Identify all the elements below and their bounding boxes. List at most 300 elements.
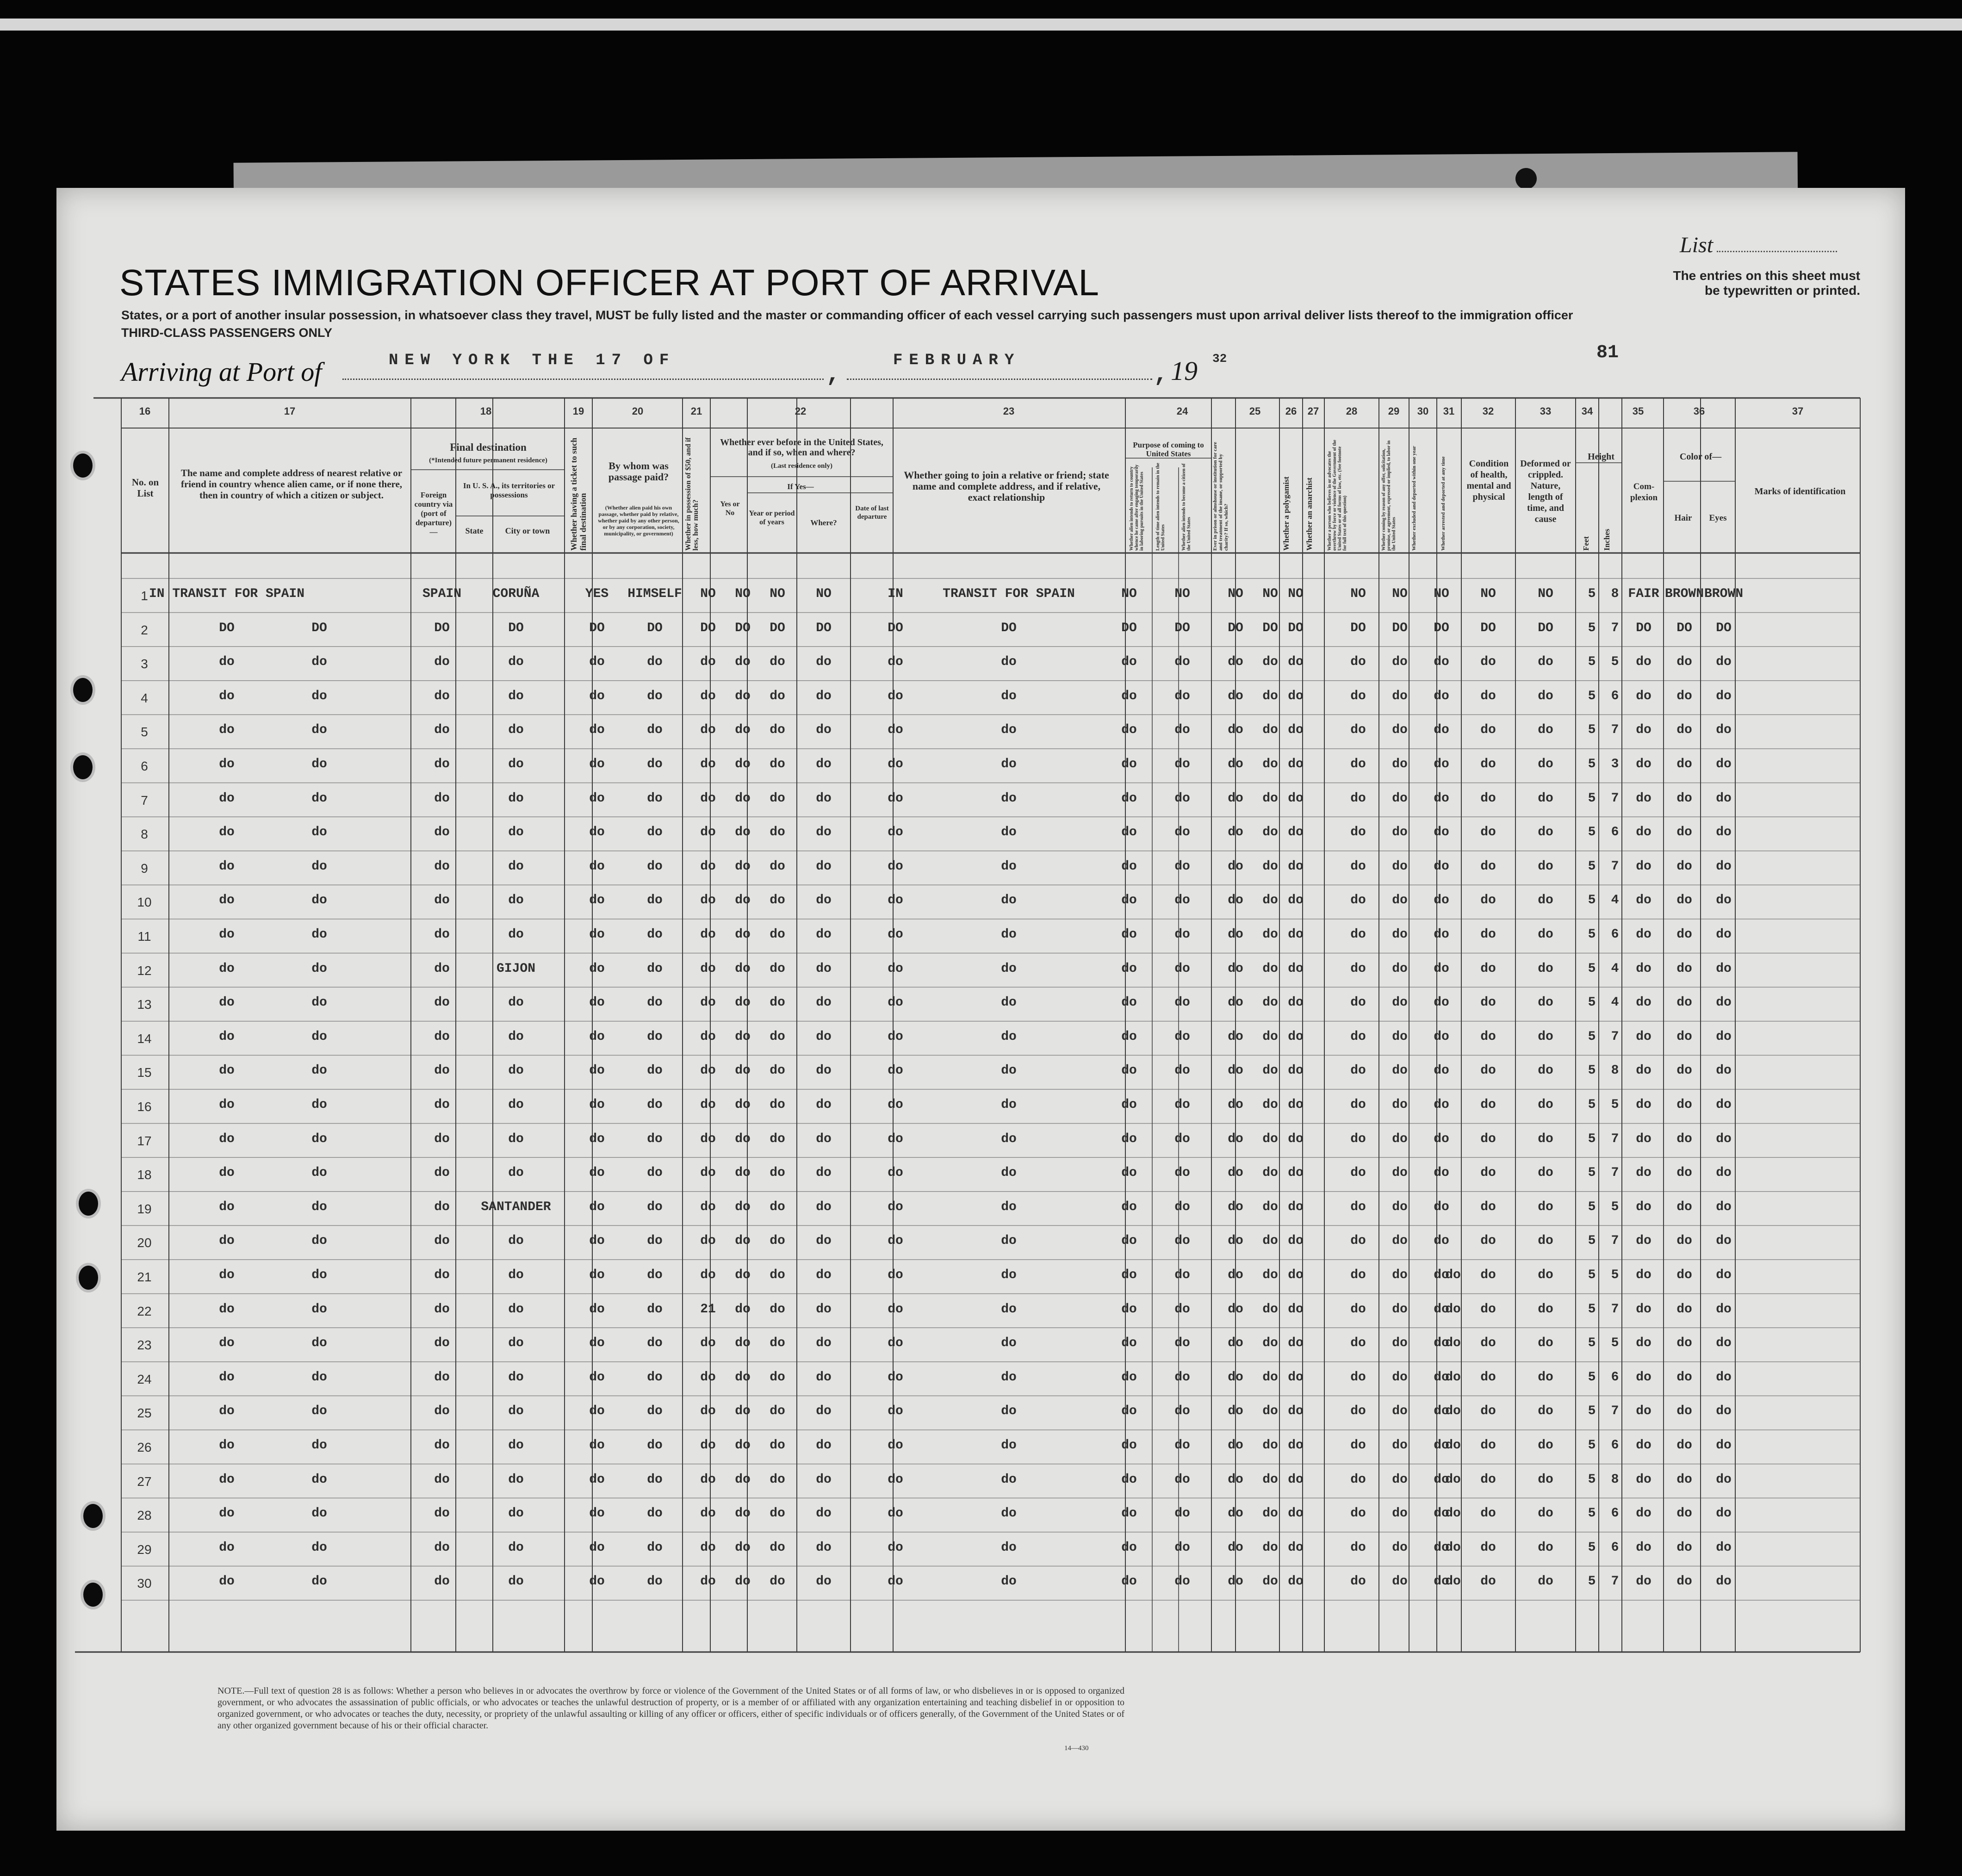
cell-deformed: do [1538, 1268, 1553, 1282]
column-number: 16 [139, 405, 151, 417]
cell-inches: 6 [1611, 689, 1619, 703]
cell-p2: do [1174, 1506, 1190, 1521]
cell-c27: do [1288, 1438, 1304, 1453]
cell-feet: 5 [1588, 1234, 1596, 1249]
cell-c29: do [1392, 961, 1408, 976]
cell-rel-b: do [311, 1438, 327, 1453]
cell-hair: do [1676, 825, 1692, 840]
cell-country: do [434, 1166, 450, 1180]
cell-rel-a: do [219, 1404, 235, 1419]
cell-p2: do [1174, 1336, 1190, 1351]
cell-c26: do [1262, 1302, 1278, 1317]
cell-city: CORUÑA [492, 587, 540, 601]
cell-country: do [434, 927, 450, 942]
cell-city: do [508, 1234, 524, 1249]
cell-yes-no: do [735, 689, 751, 703]
entries-note [1629, 268, 1860, 298]
cell-by-whom: do [647, 859, 663, 874]
cell-city: do [508, 1336, 524, 1351]
cell-ticket: do [589, 927, 605, 942]
cell-city: do [508, 1438, 524, 1453]
cell-deformed: do [1538, 1506, 1553, 1521]
cell-date: IN [888, 587, 903, 601]
cell-date: do [888, 1370, 903, 1385]
cell-where: do [816, 791, 832, 806]
cell-c30: do [1434, 1063, 1449, 1078]
cell-city: do [508, 689, 524, 703]
cell-c30: do [1434, 1098, 1449, 1112]
cell-eyes: BROWN [1704, 587, 1744, 601]
cell-cond: do [1480, 859, 1496, 874]
cell-by-whom: do [647, 1098, 663, 1112]
cell-money: do [700, 927, 716, 942]
cell-years: do [770, 1472, 785, 1487]
cell-where: do [816, 1098, 832, 1112]
cell-by-whom: do [647, 1302, 663, 1317]
cell-feet: 5 [1588, 825, 1596, 840]
entries-note-line: The entries on this sheet must [1673, 268, 1860, 283]
cell-years: do [770, 1268, 785, 1282]
cell-c25: do [1228, 1234, 1243, 1249]
separator: , [1154, 361, 1168, 388]
cell-complexion: DO [1636, 621, 1652, 635]
cell-p1: do [1121, 1302, 1137, 1317]
header-condition: Condition of health, mental and physical [1466, 459, 1511, 502]
cell-feet: 5 [1588, 1370, 1596, 1385]
header-purpose-length: Length of time alien intends to remain in the United States [1155, 463, 1166, 551]
cell-c27: do [1288, 791, 1304, 806]
column-number: 37 [1792, 405, 1804, 417]
cell-date: do [888, 1131, 903, 1146]
cell-money: NO [700, 587, 716, 601]
cell-c29: do [1392, 893, 1408, 908]
cell-join: do [1001, 723, 1017, 738]
cell-feet: 5 [1588, 1131, 1596, 1146]
cell-hair: do [1676, 1540, 1692, 1555]
cell-where: do [816, 1063, 832, 1078]
cell-c30: do [1434, 995, 1449, 1010]
cell-ticket: do [589, 1336, 605, 1351]
cell-ticket: do [589, 1166, 605, 1180]
cell-rel-b: do [311, 723, 327, 738]
cell-date: do [888, 1336, 903, 1351]
cell-cond: do [1480, 1302, 1496, 1317]
cell-rel-a: do [219, 1098, 235, 1112]
cell-join: do [1001, 995, 1017, 1010]
cell-c31: do [1445, 1472, 1461, 1487]
cell-yes-no: do [735, 1166, 751, 1180]
cell-eyes: do [1716, 1199, 1732, 1214]
row-number: 25 [137, 1406, 152, 1421]
cell-c26: do [1262, 1438, 1278, 1453]
cell-complexion: do [1636, 1472, 1652, 1487]
cell-yes-no: do [735, 1540, 751, 1555]
cell-yes-no: do [735, 1199, 751, 1214]
cell-complexion: do [1636, 995, 1652, 1010]
cell-money: do [700, 723, 716, 738]
cell-rel-a: do [219, 1302, 235, 1317]
cell-join: do [1001, 757, 1017, 771]
cell-inches: 7 [1611, 723, 1619, 738]
cell-c27: do [1288, 1370, 1304, 1385]
cell-money: do [700, 757, 716, 771]
cell-country: do [434, 1268, 450, 1282]
cell-rel-a: IN TRANSIT FOR SPAIN [149, 587, 305, 601]
cell-complexion: FAIR [1628, 587, 1659, 601]
cell-p2: do [1174, 1063, 1190, 1078]
cell-c26: do [1262, 1098, 1278, 1112]
column-number: 21 [690, 405, 702, 417]
cell-p2: do [1174, 1540, 1190, 1555]
row-number: 22 [137, 1304, 152, 1318]
cell-years: do [770, 927, 785, 942]
cell-complexion: do [1636, 1370, 1652, 1385]
cell-cond: do [1480, 1098, 1496, 1112]
cell-c30: do [1434, 1029, 1449, 1044]
cell-country: do [434, 1540, 450, 1555]
cell-c28: do [1350, 927, 1366, 942]
cell-city: do [508, 723, 524, 738]
cell-years: do [770, 825, 785, 840]
cell-eyes: do [1716, 961, 1732, 976]
cell-p1: do [1121, 1370, 1137, 1385]
cell-inches: 6 [1611, 1540, 1619, 1555]
cell-cond: do [1480, 1063, 1496, 1078]
cell-c30: do [1434, 1336, 1449, 1351]
cell-eyes: do [1716, 1506, 1732, 1521]
cell-rel-b: do [311, 1063, 327, 1078]
cell-p2: do [1174, 1472, 1190, 1487]
cell-rel-a: do [219, 927, 235, 942]
cell-yes-no: do [735, 791, 751, 806]
cell-join: do [1001, 1098, 1017, 1112]
cell-complexion: do [1636, 1574, 1652, 1589]
cell-feet: 5 [1588, 1574, 1596, 1589]
header-ever-before-note: (Last residence only) [770, 462, 833, 470]
cell-city: do [508, 825, 524, 840]
cell-complexion: do [1636, 1166, 1652, 1180]
cell-c29: do [1392, 1404, 1408, 1419]
cell-country: do [434, 1506, 450, 1521]
cell-c29: do [1392, 1098, 1408, 1112]
cell-date: do [888, 825, 903, 840]
cell-p1: do [1121, 757, 1137, 771]
cell-ticket: do [589, 655, 605, 670]
cell-c25: do [1228, 1029, 1243, 1044]
cell-rel-a: do [219, 1574, 235, 1589]
column-number: 24 [1176, 405, 1188, 417]
row-number: 26 [137, 1440, 152, 1454]
cell-p2: do [1174, 893, 1190, 908]
cell-c30: do [1434, 1506, 1449, 1521]
cell-by-whom: do [647, 757, 663, 771]
cell-join: do [1001, 1336, 1017, 1351]
cell-inches: 6 [1611, 1506, 1619, 1521]
cell-date: do [888, 1098, 903, 1112]
cell-p1: do [1121, 995, 1137, 1010]
header-foreign-country: Foreign country via (port of departure)— [414, 491, 453, 536]
cell-c26: do [1262, 927, 1278, 942]
cell-hair: do [1676, 927, 1692, 942]
cell-c29: do [1392, 689, 1408, 703]
cell-complexion: do [1636, 1506, 1652, 1521]
cell-c26: do [1262, 1574, 1278, 1589]
cell-rel-a: do [219, 1199, 235, 1214]
cell-cond: do [1480, 1404, 1496, 1419]
cell-c28: do [1350, 859, 1366, 874]
cell-ticket: do [589, 859, 605, 874]
cell-feet: 5 [1588, 893, 1596, 908]
header-feet: Feet [1582, 536, 1590, 551]
row-number: 12 [137, 963, 152, 978]
cell-c29: do [1392, 1234, 1408, 1249]
cell-c27: DO [1288, 621, 1304, 635]
cell-hair: do [1676, 1574, 1692, 1589]
year-prefix: 19 [1171, 356, 1198, 386]
cell-c29: do [1392, 1540, 1408, 1555]
cell-deformed: do [1538, 655, 1553, 670]
port-rule [342, 379, 824, 380]
cell-city: do [508, 1404, 524, 1419]
cell-p1: do [1121, 791, 1137, 806]
cell-date: do [888, 1540, 903, 1555]
column-number: 30 [1417, 405, 1429, 417]
cell-c27: NO [1288, 587, 1304, 601]
header-if-yes: If Yes— [787, 482, 814, 491]
cell-c27: do [1288, 1472, 1304, 1487]
cell-years: do [770, 1302, 785, 1317]
cell-c30: do [1434, 1438, 1449, 1453]
cell-eyes: do [1716, 1166, 1732, 1180]
row-number: 9 [141, 861, 148, 876]
cell-country: do [434, 1574, 450, 1589]
cell-country: do [434, 723, 450, 738]
cell-c29: do [1392, 1063, 1408, 1078]
cell-inches: 8 [1611, 1063, 1619, 1078]
cell-yes-no: do [735, 1370, 751, 1385]
cell-by-whom: do [647, 1336, 663, 1351]
cell-cond: do [1480, 1540, 1496, 1555]
column-number: 27 [1307, 405, 1319, 417]
cell-complexion: do [1636, 757, 1652, 771]
cell-c26: do [1262, 1131, 1278, 1146]
cell-c30: do [1434, 1199, 1449, 1214]
cell-p2: do [1174, 757, 1190, 771]
cell-c26: do [1262, 791, 1278, 806]
cell-ticket: do [589, 825, 605, 840]
cell-country: do [434, 757, 450, 771]
port-value: NEW YORK THE 17 OF [389, 352, 676, 369]
cell-inches: 4 [1611, 961, 1619, 976]
cell-hair: do [1676, 1438, 1692, 1453]
cell-where: do [816, 1131, 832, 1146]
cell-cond: do [1480, 1574, 1496, 1589]
punch-hole [1515, 168, 1537, 189]
cell-complexion: do [1636, 1268, 1652, 1282]
cell-deformed: do [1538, 1370, 1553, 1385]
cell-c25: do [1228, 1540, 1243, 1555]
cell-deformed: do [1538, 689, 1553, 703]
list-number: 81 [1596, 342, 1619, 363]
cell-deformed: do [1538, 1540, 1553, 1555]
cell-country: do [434, 1029, 450, 1044]
cell-eyes: do [1716, 1472, 1732, 1487]
cell-where: do [816, 723, 832, 738]
cell-years: do [770, 1404, 785, 1419]
cell-c27: do [1288, 757, 1304, 771]
cell-hair: do [1676, 1472, 1692, 1487]
cell-rel-b: do [311, 927, 327, 942]
cell-c25: do [1228, 1131, 1243, 1146]
cell-yes-no: do [735, 1131, 751, 1146]
cell-feet: 5 [1588, 723, 1596, 738]
cell-yes-no: NO [735, 587, 751, 601]
cell-p2: do [1174, 1574, 1190, 1589]
cell-c26: NO [1262, 587, 1278, 601]
cell-c31: do [1445, 1574, 1461, 1589]
cell-ticket: do [589, 1574, 605, 1589]
cell-p1: do [1121, 1063, 1137, 1078]
cell-city: do [508, 927, 524, 942]
cell-deformed: do [1538, 1574, 1553, 1589]
cell-c28: do [1350, 1098, 1366, 1112]
cell-c25: do [1228, 927, 1243, 942]
cell-yes-no: do [735, 859, 751, 874]
cell-where: do [816, 961, 832, 976]
punch-hole [79, 1192, 98, 1216]
cell-c31: do [1445, 1268, 1461, 1282]
cell-city: do [508, 1574, 524, 1589]
cell-c27: do [1288, 893, 1304, 908]
cell-city: do [508, 893, 524, 908]
cell-date: do [888, 1234, 903, 1249]
cell-p1: do [1121, 1336, 1137, 1351]
cell-join: DO [1001, 621, 1017, 635]
cell-c25: do [1228, 1268, 1243, 1282]
cell-hair: do [1676, 1131, 1692, 1146]
cell-c25: do [1228, 1574, 1243, 1589]
cell-where: do [816, 757, 832, 771]
column-number: 32 [1482, 405, 1494, 417]
cell-rel-b: do [311, 1540, 327, 1555]
cell-c26: do [1262, 1234, 1278, 1249]
cell-rel-a: DO [219, 621, 235, 635]
cell-rel-a: do [219, 723, 235, 738]
cell-c25: do [1228, 1336, 1243, 1351]
cell-eyes: do [1716, 1336, 1732, 1351]
cell-yes-no: do [735, 1404, 751, 1419]
cell-country: do [434, 655, 450, 670]
cell-join: do [1001, 1166, 1017, 1180]
cell-city: do [508, 655, 524, 670]
cell-where: do [816, 655, 832, 670]
cell-c27: do [1288, 859, 1304, 874]
cell-years: do [770, 791, 785, 806]
column-number: 19 [572, 405, 584, 417]
cell-eyes: do [1716, 655, 1732, 670]
row-number: 19 [137, 1201, 152, 1216]
cell-c29: do [1392, 1166, 1408, 1180]
row-number: 17 [137, 1133, 152, 1148]
cell-c25: do [1228, 1506, 1243, 1521]
cell-ticket: do [589, 995, 605, 1010]
cell-yes-no: do [735, 961, 751, 976]
cell-c27: do [1288, 961, 1304, 976]
header-ticket: Whether having a ticket to such final destination [569, 437, 588, 551]
cell-cond: do [1480, 1234, 1496, 1249]
cell-by-whom: DO [647, 621, 663, 635]
cell-c25: do [1228, 791, 1243, 806]
cell-years: do [770, 1199, 785, 1214]
header-by-whom: By whom was passage paid? [608, 460, 669, 483]
cell-date: do [888, 995, 903, 1010]
cell-p1: DO [1121, 621, 1137, 635]
cell-c29: do [1392, 655, 1408, 670]
cell-deformed: do [1538, 825, 1553, 840]
cell-yes-no: do [735, 723, 751, 738]
cell-c27: do [1288, 1506, 1304, 1521]
cell-cond: do [1480, 1506, 1496, 1521]
cell-c27: do [1288, 1199, 1304, 1214]
cell-cond: do [1480, 723, 1496, 738]
cell-rel-b: do [311, 1506, 327, 1521]
header-purpose: Purpose of coming to United States [1133, 441, 1204, 458]
cell-money: do [700, 1574, 716, 1589]
cell-cond: do [1480, 655, 1496, 670]
cell-p2: do [1174, 927, 1190, 942]
cell-years: do [770, 1506, 785, 1521]
cell-complexion: do [1636, 825, 1652, 840]
cell-country: do [434, 1234, 450, 1249]
cell-money: do [700, 1199, 716, 1214]
row-number: 16 [137, 1100, 152, 1114]
cell-c28: do [1350, 1199, 1366, 1214]
cell-hair: do [1676, 1506, 1692, 1521]
column-number: 23 [1003, 405, 1015, 417]
cell-deformed: do [1538, 1166, 1553, 1180]
cell-by-whom: do [647, 893, 663, 908]
header-ever-before: Whether ever before in the United States, and if so, when and where? [720, 437, 883, 458]
cell-c27: do [1288, 1302, 1304, 1317]
cell-p2: do [1174, 689, 1190, 703]
cell-ticket: do [589, 1098, 605, 1112]
cell-complexion: do [1636, 1098, 1652, 1112]
punch-hole [83, 1583, 103, 1607]
cell-c31: do [1445, 1404, 1461, 1419]
cell-rel-b: do [311, 1199, 327, 1214]
cell-c27: do [1288, 1063, 1304, 1078]
cell-c29: do [1392, 1131, 1408, 1146]
cell-money: DO [700, 621, 716, 635]
cell-deformed: do [1538, 1063, 1553, 1078]
cell-years: do [770, 859, 785, 874]
cell-date: DO [888, 621, 903, 635]
cell-hair: do [1676, 1199, 1692, 1214]
cell-by-whom: do [647, 689, 663, 703]
cell-c27: do [1288, 1166, 1304, 1180]
cell-feet: 5 [1588, 1063, 1596, 1078]
cell-c26: do [1262, 961, 1278, 976]
header-height: Height [1588, 452, 1614, 462]
cell-p1: do [1121, 1404, 1137, 1419]
cell-c26: do [1262, 995, 1278, 1010]
cell-ticket: do [589, 961, 605, 976]
cell-c25: do [1228, 1063, 1243, 1078]
cell-hair: do [1676, 1370, 1692, 1385]
cell-c28: do [1350, 1029, 1366, 1044]
cell-c31: do [1445, 1506, 1461, 1521]
cell-c27: do [1288, 1029, 1304, 1044]
